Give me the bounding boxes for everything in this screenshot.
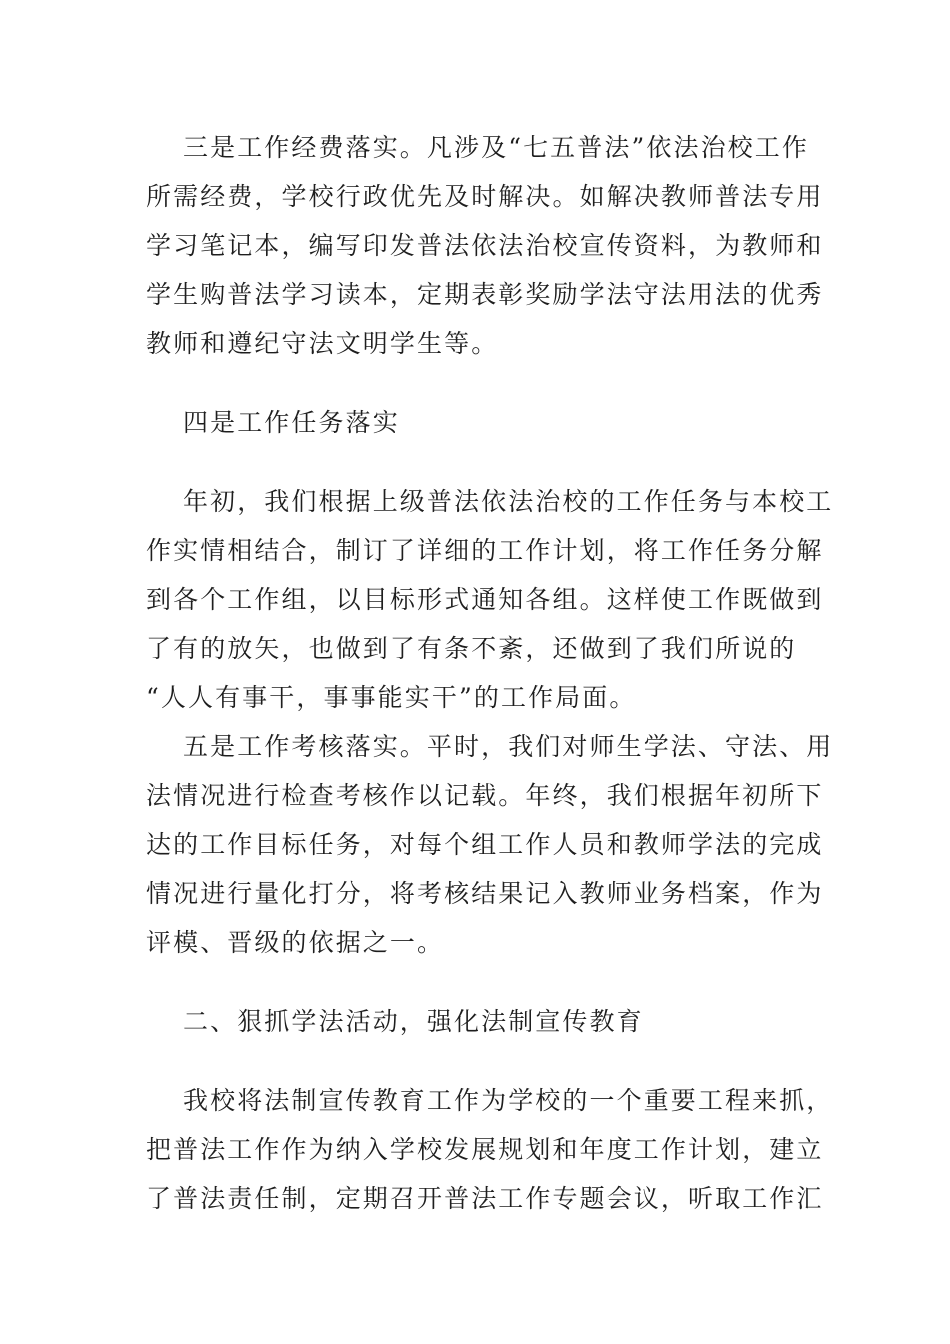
text-line: 我校将法制宣传教育工作为学校的一个重要工程来抓， — [183, 1086, 834, 1115]
text-line: 情况进行量化打分，将考核结果记入教师业务档案，作为 — [146, 879, 824, 908]
text-line: 作实情相结合，制订了详细的工作计划，将工作任务分解 — [146, 536, 824, 565]
paragraph-funding — [146, 128, 824, 373]
text-line: 三是工作经费落实。凡涉及“七五普法”依法治校工作 — [183, 133, 809, 162]
text-line: 五是工作考核落实。平时，我们对师生学法、守法、用 — [183, 732, 834, 761]
text-line: 达的工作目标任务，对每个组工作人员和教师学法的完成 — [146, 830, 824, 859]
paragraph-gap — [146, 972, 806, 1002]
paragraph-gap — [146, 452, 806, 482]
document-page — [146, 128, 834, 1228]
text-line: 学习笔记本，编写印发普法依法治校宣传资料，为教师和 — [146, 231, 824, 260]
text-line: 二、狠抓学法活动，强化法制宣传教育 — [183, 1007, 644, 1036]
text-line: 四是工作任务落实 — [183, 408, 400, 437]
section-heading-two — [146, 1002, 806, 1051]
text-line: 教师和遵纪守法文明学生等。 — [146, 329, 499, 358]
text-line: 了有的放矢，也做到了有条不紊，还做到了我们所说的 — [146, 634, 797, 663]
text-line: 法情况进行检查考核作以记载。年终，我们根据年初所下 — [146, 781, 824, 810]
paragraph-task-heading — [146, 403, 806, 452]
text-line: 了普法责任制，定期召开普法工作专题会议，听取工作汇 — [146, 1184, 824, 1213]
text-line: 所需经费，学校行政优先及时解决。如解决教师普法专用 — [146, 182, 824, 211]
paragraph-task — [146, 482, 834, 727]
paragraph-publicity — [146, 1081, 834, 1228]
paragraph-gap — [146, 373, 806, 403]
text-line: “人人有事干，事事能实干”的工作局面。 — [146, 683, 637, 712]
paragraph-gap — [146, 1051, 806, 1081]
text-line: 学生购普法学习读本，定期表彰奖励学法守法用法的优秀 — [146, 280, 824, 309]
paragraph-assessment — [146, 727, 834, 972]
text-line: 年初，我们根据上级普法依法治校的工作任务与本校工 — [183, 487, 834, 516]
text-line: 把普法工作作为纳入学校发展规划和年度工作计划，建立 — [146, 1135, 824, 1164]
text-line: 到各个工作组，以目标形式通知各组。这样使工作既做到 — [146, 585, 824, 614]
text-line: 评模、晋级的依据之一。 — [146, 928, 445, 957]
